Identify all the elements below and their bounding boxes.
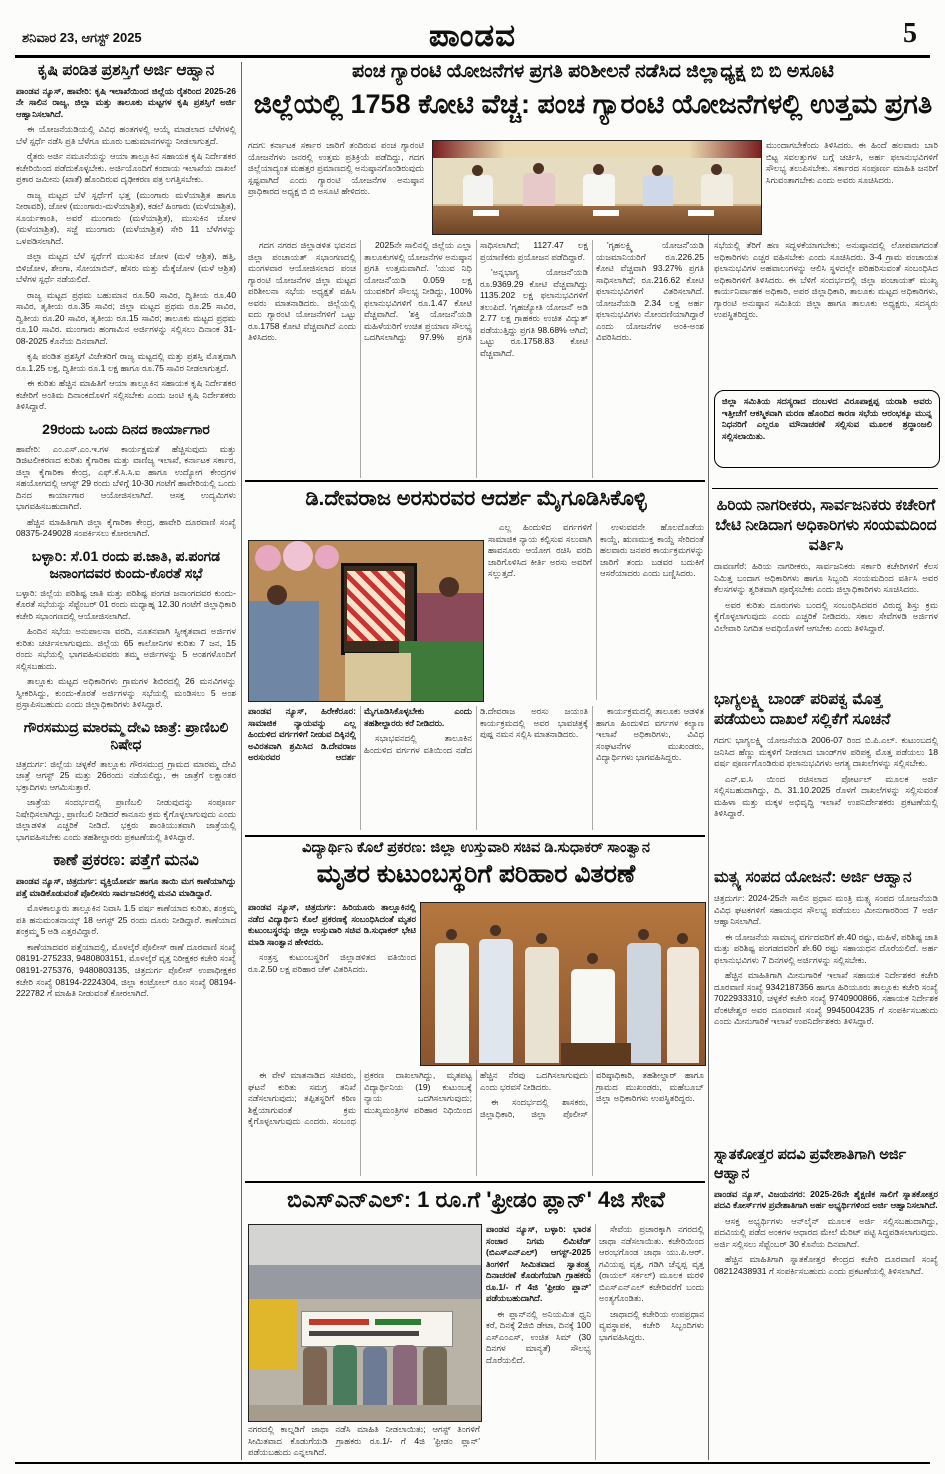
photo-figure-head: [472, 165, 483, 176]
photo-figure: [523, 173, 555, 207]
article-paragraph: ಈ ವೇಳೆ ಮಾತನಾಡಿದ ಸಚಿವರು, ಘಟನೆ ಕುರಿತು ಸಮಗ್ರ ತನಿಖೆ ನಡೆಸಲಾಗುವುದು; ತಪ್ಪಿತಸ್ಥರಿಗೆ ಕಠಿಣ ಶಿಕ್ಷೆಯಾಗುವಂತೆ ಕ್ರಮ ಕೈಗೊಳ್ಳಲಾಗುವುದು ಎಂದರು. ಸಂಬಂಧ ಪ್ರಕರಣ ದಾಖಲಾಗಿದ್ದು, ಮೃತಪಟ್ಟ ವಿದ್ಯಾರ್ಥಿನಿಯ (19) ಕುಟುಂಬಕ್ಕೆ ನ್ಯಾಯ ಒದಗಿಸಲಾಗುವುದು; ಮುಖ್ಯಮಂತ್ರಿಗಳ ಪರಿಹಾರ ನಿಧಿಯಿಂದ ಹೆಚ್ಚಿನ ನೆರವು ಒದಗಿಸಲಾಗುವುದು ಎಂದು ಭರವಸೆ ನೀಡಿದರು.: [248, 1070, 588, 1127]
article-paragraph: ಪಾಂಡವ ನ್ಯೂಸ್, ಹಾವೇರಿ: ಕೃಷಿ ಇಲಾಖೆಯಿಂದ ಜಿಲ್ಲೆಯ ರೈತರಿಂದ 2025-26 ನೇ ಸಾಲಿನ ರಾಜ್ಯ, ಜಿಲ್ಲಾ ಮತ್ತು ತಾಲೂಕು ಮಟ್ಟಗಳ ಕೃಷಿ ಪ್ರಶಸ್ತಿಗೆ ಅರ್ಜಿ ಆಹ್ವಾನಿಸಲಾಗಿದೆ.: [16, 85, 236, 119]
devaraj-jayanti-photo: [248, 540, 484, 702]
section-rule: [245, 835, 705, 837]
edition-date: ಶನಿವಾರ 23, ಆಗಸ್ಟ್ 2025: [22, 30, 142, 45]
photo-figure: [583, 174, 615, 207]
article-paragraph: ತಾಲ್ಲೂಕು ಮಟ್ಟದ ಅಧಿಕಾರಿಗಳು ಗ್ರಾಮಗಳ ಶಿಬಿರದಲ್ಲಿ 26 ಮನವಿಗಳನ್ನು ಸ್ವೀಕರಿಸಿದ್ದು, ಕುಂದು-ಕೊರತೆ ಅರ್ಜಿಗಳನ್ನು ಸಭೆಯಲ್ಲಿ ಮಂಡಿಸಲು 5 ಅಂಶ ಪ್ರಸ್ತಾಪಿಸಬಹುದು ಎಂದು ಜಿಲ್ಲಾಧಿಕಾರಿಗಳು ತಿಳಿಸಿದ್ದಾರೆ.: [16, 676, 236, 710]
article-paragraph: ಹಿಂದಿನ ಸಭೆಯ ಅನುಪಾಲನಾ ವರದಿ, ನೂತನವಾಗಿ ಸ್ವೀಕೃತವಾದ ಅರ್ಜಿಗಳ ಕುರಿತು ಚರ್ಚಿಸಲಾಗುವುದು. ಜಿಲ್ಲೆಯ 65 ಕಾಲೋನಿಗಳ ಕುರಿತು 7 ಜನ, 15 ರಂದು ಸಭೆಯಲ್ಲಿ ಭಾಗವಹಿಸುವವರು ತಮ್ಮ ಅರ್ಜಿಗಳನ್ನು 5 ಅಂಶಗಳೊಂದಿಗೆ ಸಲ್ಲಿಸಬಹುದು.: [16, 626, 236, 671]
section-rule: [245, 1181, 705, 1183]
bsnl-jatha-photo: [248, 1224, 482, 1422]
article-paragraph: ಸಂತ್ರಸ್ತ ಕುಟುಂಬಸ್ಥರಿಗೆ ಜಿಲ್ಲಾಡಳಿತದ ವತಿಯಿಂದ ರೂ.2.50 ಲಕ್ಷ ಪರಿಹಾರ ಚೆಕ್ ವಿತರಿಸಿದರು.: [248, 952, 416, 974]
article-paragraph: ಈ ಸಂದರ್ಭದಲ್ಲಿ ಶಾಸಕರು, ಜಿಲ್ಲಾಧಿಕಾರಿ, ಜಿಲ್ಲಾ ಪೊಲೀಸ್ ವರಿಷ್ಠಾಧಿಕಾರಿ, ತಹಶೀಲ್ದಾರ್ ಹಾಗೂ ಗ್ರಾಮದ ಮುಖಂಡರು, ಮಹೆಬೂಬ್ ಜಿಲ್ಲಾ ಅಧಿಕಾರಿಗಳು ಉಪಸ್ಥಿತರಿದ್ದರು.: [480, 1070, 704, 1119]
article-paragraph: ಅವರ ಕುರಿತು ದೂರುಗಳು ಬಂದಲ್ಲಿ ಸಂಬಂಧಿಸಿದವರ ವಿರುದ್ಧ ಶಿಸ್ತು ಕ್ರಮ ಕೈಗೊಳ್ಳಲಾಗುವುದು ಎಂದು ಎಚ್ಚರಿಕೆ ನೀಡಿದರು. ಸಕಾಲ ಸೇವೆಗಳಡಿ ಅರ್ಜಿಗಳ ವಿಲೇವಾರಿ ನಿಗದಿತ ಅವಧಿಯೊಳಗೆ ಆಗಬೇಕು ಎಂದು ತಿಳಿಸಿದ್ದಾರೆ.: [714, 599, 938, 633]
headline-compensation: ಮೃತರ ಕುಟುಂಬಸ್ಥರಿಗೆ ಪರಿಹಾರ ವಿತರಣೆ: [316, 860, 636, 888]
article-paragraph: ಕೃಷಿ ಪಂಡಿತ ಪ್ರಶಸ್ತಿಗೆ ವಿಜೇತರಿಗೆ ರಾಜ್ಯ ಮಟ್ಟದಲ್ಲಿ ಮತ್ತು ಪ್ರಶಸ್ತಿ ಮೊತ್ತವಾಗಿ ರೂ.1.25 ಲಕ್ಷ, ದ್ವಿತೀಯ ರೂ.1 ಲಕ್ಷ ಹಾಗೂ ರೂ.75 ಸಾವಿರ ನೀಡಲಾಗುತ್ತದೆ.: [16, 351, 236, 373]
photo-figure: [423, 1347, 447, 1405]
compensation-col-left: [248, 902, 416, 1064]
article-paragraph: 'ಅನ್ನಭಾಗ್ಯ ಯೋಜನೆ'ಯಡಿ ರೂ.9369.29 ಕೋಟಿ ವೆಚ್ಚವಾಗಿದ್ದು 1135.202 ಲಕ್ಷ ಫಲಾನುಭವಿಗಳಿಗೆ ತಲುಪಿದೆ. 'ಗೃಹಜ್ಯೋತಿ ಯೋಜನೆ' ಅಡಿ 2.77 ಲಕ್ಷ ಗ್ರಾಹಕರು ಉಚಿತ ವಿದ್ಯುತ್ ಪಡೆಯುತ್ತಿದ್ದು ಪ್ರಗತಿ 98.68% ಆಗಿದೆ; ಒಟ್ಟು ರೂ.1758.83 ಕೋಟಿ ವೆಚ್ಚವಾಗಿದೆ.: [480, 267, 588, 358]
article-paragraph: ಮೊಳಕಾಲ್ಮೂರು ತಾಲ್ಲೂಕಿನ ನಿವಾಸಿ 1.5 ವರ್ಷ ಕಾಣೆಯಾದ ಕುರಿತು, ಶಂಕ್ರಮ್ಮ ಪತಿ ಹನುಮಂತನಾಯ್ಕ್ 18 ಆಗಸ್ಟ್ 25 ರಂದು ದೂರು ನೀಡಿದ್ದಾರೆ. ಕಾಣೆಯಾದ ಶಂಕ್ರಮ್ಮ 5 ಅಡಿ ಎತ್ತರವಿದ್ದಾರೆ.: [16, 903, 236, 937]
main-article-body: [248, 240, 704, 478]
section-rule: [712, 488, 938, 489]
photo-figure: [667, 947, 699, 1063]
balloon: [255, 545, 281, 571]
banner-strip: [433, 141, 761, 158]
jatha-banner: [301, 1311, 453, 1347]
article-paragraph: ಪಾಂಡವ ನ್ಯೂಸ್, ಚಿತ್ರದುರ್ಗ: ಹಿರಿಯೂರು ತಾಲ್ಲೂಕಿನಲ್ಲಿ ನಡೆದ ವಿದ್ಯಾರ್ಥಿನಿ ಕೊಲೆ ಪ್ರಕರಣಕ್ಕೆ ಸಂಬಂಧಿಸಿದಂತೆ ಮೃತರ ಕುಟುಂಬಸ್ಥರನ್ನು ಜಿಲ್ಲಾ ಉಸ್ತುವಾರಿ ಸಚಿವ ಡಿ.ಸುಧಾಕರ್ ಭೇಟಿ ಮಾಡಿ ಸಾಂತ್ವಾನ ಹೇಳಿದರು.: [248, 902, 416, 947]
right-column-pg-admission: [714, 1146, 938, 1281]
banner-text: [375, 1319, 421, 1325]
balloon: [283, 541, 313, 571]
right-column-senior: [714, 496, 938, 639]
article-paragraph: ಎನ್.ಐ.ಸಿ ಯಿಂದ ರಚಿಸಲಾದ ಪೋರ್ಟಲ್ ಮೂಲಕ ಅರ್ಜಿ ಸಲ್ಲಿಸಬಹುದಾಗಿದ್ದು, ದಿ. 31.10.2025 ರೊಳಗೆ ದಾಖಲೆಗಳನ್ನು ಸಲ್ಲಿಸುವಂತೆ ಮಹಿಳಾ ಮತ್ತು ಮಕ್ಕಳ ಅಭಿವೃದ್ಧಿ ಇಲಾಖೆ ಉಪನಿರ್ದೇಶಕರು ಪ್ರಕಟಣೆಯಲ್ಲಿ ತಿಳಿಸಿದ್ದಾರೆ.: [714, 773, 938, 819]
section-rule: [245, 480, 705, 482]
article-paragraph: ಹೆಚ್ಚಿನ ಮಾಹಿತಿಗಾಗಿ ಜಿಲ್ಲಾ ಕೈಗಾರಿಕಾ ಕೇಂದ್ರ, ಹಾವೇರಿ ದೂರವಾಣಿ ಸಂಖ್ಯೆ 08375-249028 ಸಂಪರ್ಕಿಸಲು ಕೋರಲಾಗಿದೆ.: [16, 516, 236, 539]
article-paragraph: ಮುಂದಾಗಬೇಕೆಂದು ತಿಳಿಸಿದರು. ಈ ಹಿಂದೆ ಹಲವಾರು ಬಾರಿ ಬಿಟ್ಟ ಸವಲತ್ತುಗಳ ಬಗ್ಗೆ ಚರ್ಚಿಸಿ, ಅರ್ಹ ಫಲಾನುಭವಿಗಳಿಗೆ ಸೌಲಭ್ಯ ತಲುಪಿಸಬೇಕು. ಸರ್ಕಾರದ ಸಂಪೂರ್ಣ ಮಾಹಿತಿ ಜನರಿಗೆ ಸಿಗುವಂತಾಗಬೇಕು ಎಂದು ಅವರು ಸೂಚಿಸಿದರು.: [766, 140, 938, 185]
photo-figure: [303, 1347, 327, 1405]
article-paragraph: ದಾವಣಗೆರೆ: ಹಿರಿಯ ನಾಗರೀಕರು, ಸಾರ್ವಜನಿಕರು ಸರ್ಕಾರಿ ಕಚೇರಿಗಳಿಗೆ ಕೆಲಸ ನಿಮಿತ್ತ ಬಂದಾಗ ಅಧಿಕಾರಿಗಳು ಹಾಗೂ ಸಿಬ್ಬಂದಿ ಸಂಯಮದಿಂದ ವರ್ತಿಸಿ ಅವರ ಕೆಲಸಗಳನ್ನು ತ್ವರಿತವಾಗಿ ಪೂರೈಸಬೇಕು ಎಂದು ಜಿಲ್ಲಾಧಿಕಾರಿಗಳು ಸೂಚಿಸಿದರು.: [714, 561, 938, 595]
article-paragraph: ಈ ಪ್ಲಾನ್‌ನಲ್ಲಿ ಅನಿಯಮಿತ ಧ್ವನಿ ಕರೆ, ದಿನಕ್ಕೆ 2ಜಿಬಿ ಡೇಟಾ, ದಿನಕ್ಕೆ 100 ಎಸ್‌ಎಂಎಸ್, ಉಚಿತ ಸಿಮ್ (30 ದಿನಗಳ ಮಾನ್ಯತೆ) ಸೌಲಭ್ಯ ದೊರೆಯಲಿದೆ.: [486, 1308, 591, 1365]
article-paragraph: ಉಳುವವನೇ ಹೊಲದೊಡೆಯ ಕಾಯ್ದೆ, ಋಣಮುಕ್ತ ಕಾಯ್ದೆ ಸೇರಿದಂತೆ ಹಲವಾರು ಜನಪರ ಕಾರ್ಯಕ್ರಮಗಳನ್ನು ಜಾರಿಗೆ ತಂದು ಬಡವರ ಬದುಕಿಗೆ ಆಸರೆಯಾದರು ಎಂದು ಬಣ್ಣಿಸಿದರು.: [600, 522, 704, 579]
bsnl-photo-caption: [248, 1424, 480, 1460]
article-paragraph: ಆಸಕ್ತ ಅಭ್ಯರ್ಥಿಗಳು ಆನ್‌ಲೈನ್ ಮೂಲಕ ಅರ್ಜಿ ಸಲ್ಲಿಸಬಹುದಾಗಿದ್ದು, ಪದವಿಯಲ್ಲಿ ಪಡೆದ ಅಂಕಗಳ ಆಧಾರದ ಮೇಲೆ ಮೆರಿಟ್ ಪಟ್ಟಿ ಸಿದ್ಧಪಡಿಸಲಾಗುವುದು. ಅರ್ಜಿ ಸಲ್ಲಿಸಲು ಸೆಪ್ಟೆಂಬರ್ 30 ಕೊನೆಯ ದಿನವಾಗಿದೆ.: [714, 1215, 938, 1249]
article-paragraph: ಪಾಂಡವ ನ್ಯೂಸ್, ಹಿರೇಕೆರೂರ: ಸಾಮಾಜಿಕ ನ್ಯಾಯವನ್ನು ಎಲ್ಲ ಹಿಂದುಳಿದ ವರ್ಗಗಳಿಗೆ ನೀಡುವ ದಿಕ್ಕಿನಲ್ಲಿ ಅವಿರತವಾಗಿ ಶ್ರಮಿಸಿದ ಡಿ.ದೇವರಾಜ ಅರಸುರವರ ಆದರ್ಶ ಮೈಗೂಡಿಸಿಕೊಳ್ಳಬೇಕು ಎಂದು ತಹಶೀಲ್ದಾರರು ಕರೆ ನೀಡಿದರು.: [248, 706, 472, 763]
main-article-col-right-top: [766, 140, 938, 234]
article-paragraph: ಹೆಚ್ಚಿನ ಮಾಹಿತಿಗಾಗಿ ಸ್ನಾತಕೋತ್ತರ ಕೇಂದ್ರದ ಕಚೇರಿ ದೂರವಾಣಿ ಸಂಖ್ಯೆ 08212438931 ಗೆ ಸಂಪರ್ಕಿಸಬಹುದು ಎಂದು ಪ್ರಕಟಣೆಯಲ್ಲಿ ತಿಳಿಸಲಾಗಿದೆ.: [714, 1254, 938, 1276]
headline-gowrasamudra: ಗೌರಸಮುದ್ರ ಮಾರಮ್ಮ ದೇವಿ ಜಾತ್ರೆ: ಪ್ರಾಣಿಬಲಿ ನಿಷೇಧ: [23, 718, 229, 753]
article-paragraph: ಗದಗ ನಗರದ ಜಿಲ್ಲಾಡಳಿತ ಭವನದ ಜಿಲ್ಲಾ ಪಂಚಾಯತ್ ಸಭಾಂಗಣದಲ್ಲಿ ಮಂಗಳವಾರ ಆಯೋಜಿಸಲಾದ ಪಂಚ ಗ್ಯಾರಂಟಿ ಯೋಜನೆಗಳ ಜಿಲ್ಲಾ ಮಟ್ಟದ ಪರಿಶೀಲನಾ ಸಭೆಯ ಅಧ್ಯಕ್ಷತೆ ವಹಿಸಿ ಅವರು ಮಾತನಾಡಿದರು. ಜಿಲ್ಲೆಯಲ್ಲಿ ಐದು ಗ್ಯಾರಂಟಿ ಯೋಜನೆಗಳಿಗೆ ಒಟ್ಟು ರೂ.1758 ಕೋಟಿ ವೆಚ್ಚವಾಗಿದೆ ಎಂದು ತಿಳಿಸಿದರು.: [248, 240, 356, 343]
buildings: [249, 1265, 481, 1299]
banana-leaves: [399, 641, 483, 701]
masthead: ಪಾಂಡವ: [428, 18, 517, 53]
article-paragraph: ಹಾವೇರಿ: ಎಂ.ಎಸ್.ಎಂ.ಇ.ಗಳ ಕಾರ್ಯಕ್ಷಮತೆ ಹೆಚ್ಚಿಸುವುದು ಮತ್ತು ಡಿಜಿಟಲೀಕರಣದ ಕುರಿತು ಕೈಗಾರಿಕಾ ಮತ್ತು ವಾಣಿಜ್ಯ ಇಲಾಖೆ, ಕರ್ನಾಟಕ ಸರ್ಕಾರ, ಜಿಲ್ಲಾ ಕೈಗಾರಿಕಾ ಕೇಂದ್ರ, ಎಫ್.ಕೆ.ಸಿ.ಸಿ.ಐ ಹಾಗೂ ಉದ್ಯೋಗ ಕೇಂದ್ರಗಳ ಸಹಯೋಗದಲ್ಲಿ ಆಗಸ್ಟ್ 29 ರಂದು ಬೆಳಿಗ್ಗೆ 10-30 ಗಂಟೆಗೆ ಹಾವೇರಿಯಲ್ಲಿ ಒಂದು ದಿನದ ಕಾರ್ಯಾಗಾರ ಆಯೋಜಿಸಲಾಗಿದೆ. ಆಸಕ್ತ ಉದ್ಯಮಿಗಳು ಭಾಗವಹಿಸಬಹುದಾಗಿದೆ.: [16, 443, 236, 512]
article-paragraph: ಜಾತ್ರೆಯ ಸಂದರ್ಭದಲ್ಲಿ ಪ್ರಾಣಿಬಲಿ ನೀಡುವುದನ್ನು ಸಂಪೂರ್ಣ ನಿಷೇಧಿಸಲಾಗಿದ್ದು, ಪ್ರಾಣಿಬಲಿ ನೀಡಿದರೆ ಕಾನೂನು ಕ್ರಮ ಕೈಗೊಳ್ಳಲಾಗುವುದು ಎಂದು ಜಿಲ್ಲಾಡಳಿತ ಎಚ್ಚರಿಕೆ ನೀಡಿದೆ. ಭಕ್ತರು ಶಾಂತಿಯುತವಾಗಿ ಜಾತ್ರೆಯಲ್ಲಿ ಭಾಗವಹಿಸಬೇಕು ಎಂದು ತಹಶೀಲ್ದಾರರು ಪ್ರಕಟಣೆಯಲ್ಲಿ ತಿಳಿಸಿದ್ದಾರೆ.: [16, 797, 236, 842]
desk: [561, 1043, 631, 1065]
headline-workshop: 29ರಂದು ಒಂದು ದಿನದ ಕಾರ್ಯಾಗಾರ: [42, 421, 210, 437]
right-column-matsya: [714, 868, 938, 1032]
garland: [347, 571, 405, 641]
article-paragraph: ಹೆಚ್ಚಿನ ಮಾಹಿತಿಗಾಗಿ ಮೀನುಗಾರಿಕೆ ಇಲಾಖೆ ಸಹಾಯಕ ನಿರ್ದೇಶಕರ ಕಚೇರಿ ದೂರವಾಣಿ ಸಂಖ್ಯೆ 9342187356 ಹಾಗೂ ಹಿರಿಯೂರು ತಾಲ್ಲೂಕು ಕಚೇರಿ ಸಂಖ್ಯೆ 7022933310, ಚಳ್ಳಕೆರೆ ಕಚೇರಿ ಸಂಖ್ಯೆ 9740900866, ಸಹಾಯಕ ನಿರ್ದೇಶಕ ವೆಂಕಟೇಶ್ವರ ಅವರ ದೂರವಾಣಿ ಸಂಖ್ಯೆ 9945004235 ಗೆ ಸಂಪರ್ಕಿಸಬಹುದು ಎಂದು ಮೀನುಗಾರಿಕೆ ಇಲಾಖೆ ಉಪನಿರ್ದೇಶಕರು ತಿಳಿಸಿದ್ದಾರೆ.: [714, 970, 938, 1027]
balloon: [315, 545, 339, 569]
main-article-col-1: [248, 140, 424, 234]
paper: [473, 210, 499, 216]
road: [249, 1405, 481, 1421]
article-paragraph: ಸೇವೆಯ ಪ್ರಚಾರಕ್ಕಾಗಿ ನಗರದಲ್ಲಿ ಜಾಥಾ ನಡೆಸಲಾಯಿತು. ಕಚೇರಿಯಿಂದ ಆರಂಭಗೊಂಡ ಜಾಥಾ ಯು.ಪಿ.ಆರ್. ಗವಿಯಪ್ಪ ವೃತ್ತ, ಗಡಿಗಿ ಚೆನ್ನಪ್ಪ ವೃತ್ತ (ರಾಯಲ್ ಸರ್ಕಲ್) ಮೂಲಕ ಮರಳಿ ಬಿಎಸ್‌ಎನ್‌ಎಲ್ ಕಚೇರಿವರೆಗೆ ಬಂದು ಅಂತ್ಯಗೊಂಡಿತು.: [599, 1224, 704, 1304]
headline-senior-citizens: ಹಿರಿಯ ನಾಗರೀಕರು, ಸಾರ್ವಜನಿಕರು ಕಚೇರಿಗೆ ಬೇಟಿ ನೀಡಿದಾಗ ಅಧಿಕಾರಿಗಳು ಸಂಯಮದಿಂದ ವರ್ತಿಸಿ: [715, 497, 937, 555]
flower-arrangement: [345, 653, 411, 701]
article-paragraph: ಜಾಥಾದಲ್ಲಿ ಕಚೇರಿಯ ಉಪಪ್ರಧಾನ ವ್ಯವಸ್ಥಾಪಕ, ಕಚೇರಿ ಸಿಬ್ಬಂದಿಗಳು ಭಾಗವಹಿಸಿದ್ದರು.: [599, 1308, 704, 1342]
article-paragraph: ಗದಗ: ಕರ್ನಾಟಕ ಸರ್ಕಾರ ಜಾರಿಗೆ ತಂದಿರುವ ಪಂಚ ಗ್ಯಾರಂಟಿ ಯೋಜನೆಗಳು ಜನರಲ್ಲಿ ಉತ್ತಮ ಪ್ರತಿಕ್ರಿಯೆ ಪಡೆದಿದ್ದು, ಗದಗ ಜಿಲ್ಲೆಯಾದ್ಯಂತ ಮಹತ್ತರ ಪ್ರಮಾಣದಲ್ಲಿ ಅನುಷ್ಠಾನಗೊಂಡಿರುವುದು ಸ್ಪಷ್ಟವಾಗಿದೆ ಎಂದು ಗ್ಯಾರಂಟಿ ಯೋಜನೆಗಳ ಅನುಷ್ಠಾನ ಪ್ರಾಧಿಕಾರದ ಅಧ್ಯಕ್ಷ ಬಿ ಬಿ ಅಸೂಟಿ ಹೇಳಿದರು.: [248, 140, 424, 197]
article-paragraph: 'ಗೃಹಲಕ್ಷ್ಮಿ ಯೋಜನೆ'ಯಡಿ ಯಜಮಾನಿಯರಿಗೆ ರೂ.226.25 ಕೋಟಿ ವೆಚ್ಚವಾಗಿ 93.27% ಪ್ರಗತಿ ಸಾಧಿಸಲಾಗಿದೆ; ರೂ.216.62 ಕೋಟಿ ಫಲಾನುಭವಿಗಳಿಗೆ ವಿತರಿಸಲಾಗಿದೆ. ಯೋಜನೆಯಡಿ 2.34 ಲಕ್ಷ ಅರ್ಹ ಫಲಾನುಭವಿಗಳು ನೋಂದಣಿಯಾಗಿದ್ದಾರೆ ಎಂದು ಯೋಜನೆಗಳ ಅಂಕಿ-ಅಂಶ ವಿವರಿಸಿದರು.: [596, 240, 704, 343]
photo-figure-head: [677, 933, 688, 944]
banner-text: [309, 1331, 419, 1336]
article-paragraph: ಈ ಯೋಜನೆಯಡಿಯಲ್ಲಿ ವಿವಿಧ ಹಂತಗಳಲ್ಲಿ ಆಯ್ಕೆ ಮಾಡಲಾದ ಬೆಳೆಗಳಲ್ಲಿ ಬೆಳೆ ಸ್ಪರ್ಧೆ ನಡೆಸಿ ಪ್ರತಿ ಬೆಳೆಗೂ ಮೂರು ಬಹುಮಾನಗಳನ್ನು ನೀಡಲಾಗುತ್ತದೆ.: [16, 124, 236, 146]
headline-devaraj-arasu: ಡಿ.ದೇವರಾಜ ಅರಸುರವರ ಆದರ್ಶ ಮೈಗೂಡಿಸಿಕೊಳ್ಳಿ: [305, 487, 647, 510]
main-article-headline: ಜಿಲ್ಲೆಯಲ್ಲಿ 1758 ಕೋಟಿ ವೆಚ್ಚ: ಪಂಚ ಗ್ಯಾರಂಟಿ ಯೋಜನೆಗಳಲ್ಲಿ ಉತ್ತಮ ಪ್ರಗತಿ: [253, 89, 933, 119]
article-paragraph: ಜಿಲ್ಲಾ ಮಟ್ಟದ ಬೆಳೆ ಸ್ಪರ್ಧೆಗೆ ಮುಸುಕಿನ ಜೋಳ (ಮಳೆ ಆಶ್ರಿತ), ಹತ್ತಿ, ಬಿಳಿಜೋಳ, ಶೇಂಗಾ, ಸೋಯಾಬಿನ್, ಹೆಸರು ಮತ್ತು ಮೆಕ್ಕೆಜೋಳ (ಮಳೆ ಆಶ್ರಿತ) ಬೆಳೆಗಳ ಸ್ಪರ್ಧೆ ನಡೆಯಲಿದೆ.: [16, 251, 236, 285]
article-paragraph: ಕಾರ್ಯಕ್ರಮದಲ್ಲಿ ತಾಲೂಕು ಆಡಳಿತ ಹಾಗೂ ಹಿಂದುಳಿದ ವರ್ಗಗಳ ಕಲ್ಯಾಣ ಇಲಾಖೆ ಅಧಿಕಾರಿಗಳು, ವಿವಿಧ ಸಂಘಟನೆಗಳ ಮುಖಂಡರು, ವಿದ್ಯಾರ್ಥಿಗಳು ಭಾಗವಹಿಸಿದ್ದರು.: [596, 706, 704, 763]
main-article-kicker: ಪಂಚ ಗ್ಯಾರಂಟಿ ಯೋಜನೆಗಳ ಪ್ರಗತಿ ಪರಿಶೀಲನೆ ನಡೆಸಿದ ಜಿಲ್ಲಾಧ್ಯಕ್ಷ ಬಿ ಬಿ ಅಸೂಟಿ: [352, 61, 834, 82]
article-paragraph: ಗದಗ: ಭಾಗ್ಯಲಕ್ಷ್ಮಿ ಯೋಜನೆಯಡಿ 2006-07 ರಿಂದ ಬಿ.ಪಿ.ಎಲ್. ಕುಟುಂಬದಲ್ಲಿ ಜನಿಸಿದ ಹೆಣ್ಣು ಮಕ್ಕಳಿಗೆ ನೀಡಲಾದ ಬಾಂಡ್‌ಗಳ ಪರಿಪಕ್ವ ಮೊತ್ತ ಪಡೆಯಲು 18 ವರ್ಷ ಪೂರ್ಣಗೊಂಡಿರುವ ಫಲಾನುಭವಿಗಳು ಅಗತ್ಯ ದಾಖಲೆಗಳನ್ನು ಸಲ್ಲಿಸಬೇಕು.: [714, 735, 938, 769]
article-paragraph: ಈ ಯೋಜನೆಯ ಸಾಮಾನ್ಯ ವರ್ಗದವರಿಗೆ ಶೇ.40 ರಷ್ಟು, ಮಹಿಳೆ, ಪರಿಶಿಷ್ಟ ಜಾತಿ ಮತ್ತು ಪರಿಶಿಷ್ಟ ಪಂಗಡದವರಿಗೆ ಶೇ.60 ರಷ್ಟು ಸಹಾಯಧನ ದೊರೆಯಲಿದೆ. ಅರ್ಹ ಫಲಾನುಭವಿಗಳು 7 ದಿನಗಳಲ್ಲಿ ಅರ್ಜಿಗಳನ್ನು ಸಲ್ಲಿಸಬೇಕು.: [714, 931, 938, 965]
photo-figure-head: [711, 164, 722, 175]
photo-figure: [393, 1345, 417, 1405]
article-paragraph: ಚಿತ್ರದುರ್ಗ: ಜಿಲ್ಲೆಯ ಚಳ್ಳಕೆರೆ ತಾಲ್ಲೂಕು ಗೌರಸಮುದ್ರ ಗ್ರಾಮದ ಮಾರಮ್ಮ ದೇವಿ ಜಾತ್ರೆ ಆಗಸ್ಟ್ 25 ಮತ್ತು 26ರಂದು ನಡೆಯಲಿದ್ದು, ಈ ಜಾತ್ರೆಗೆ ಲಕ್ಷಾಂತರ ಭಕ್ತಾದಿಗಳು ಆಗಮಿಸುತ್ತಾರೆ.: [16, 758, 236, 792]
column-rule-right: [708, 140, 709, 1460]
article-paragraph: 2025ನೇ ಸಾಲಿನಲ್ಲಿ ಜಿಲ್ಲೆಯ ಎಲ್ಲಾ ತಾಲೂಕುಗಳಲ್ಲಿ ಯೋಜನೆಗಳ ಅನುಷ್ಠಾನ ಪ್ರಗತಿ ಉತ್ತಮವಾಗಿದೆ. 'ಯುವ ನಿಧಿ ಯೋಜನೆ'ಯಡಿ 0.059 ಲಕ್ಷ ಯುವಕರಿಗೆ ಸೌಲಭ್ಯ ನೀಡಿದ್ದು, 100% ಫಲಾನುಭವಿಗಳಿಗೆ ರೂ.1.47 ಕೋಟಿ ವೆಚ್ಚವಾಗಿದೆ. 'ಶಕ್ತಿ ಯೋಜನೆ'ಯಡಿ ಮಹಿಳೆಯರಿಗೆ ಉಚಿತ ಪ್ರಯಾಣ ಸೌಲಭ್ಯ ಒದಗಿಸಲಾಗಿದ್ದು 97.9% ಪ್ರಗತಿ ಸಾಧಿಸಲಾಗಿದೆ; 1127.47 ಲಕ್ಷ ಪ್ರಯಾಣಿಕರು ಪ್ರಯೋಜನ ಪಡೆದಿದ್ದಾರೆ.: [364, 240, 588, 343]
article-paragraph: ರಾಜ್ಯ ಮಟ್ಟದ ಬೆಳೆ ಸ್ಪರ್ಧೆಗೆ ಭತ್ತ (ಮುಂಗಾರು ಮಳೆಯಾಶ್ರಿತ ಹಾಗೂ ನೀರಾವರಿ), ಜೋಳ (ಮುಂಗಾರು-ಮಳೆಯಾಶ್ರಿತ), ಕಡಲೆ ಹಿಂಗಾರು (ಮಳೆಯಾಶ್ರಿತ), ಸೂರ್ಯಕಾಂತಿ, ಅವರೆ ಮುಂಗಾರು (ಮಳೆಯಾಶ್ರಿತ), ಮುಸುಕಿನ ಜೋಳ (ಮಳೆಯಾಶ್ರಿತ), ಸಜ್ಜೆ ಮುಂಗಾರು (ಮಳೆಯಾಶ್ರಿತ) ಸೇರಿ 11 ಬೆಳೆಗಳನ್ನು ಒಳಪಡಿಸಲಾಗಿದೆ.: [16, 189, 236, 246]
article-paragraph: ಪಾಂಡವ ನ್ಯೂಸ್, ವಿಜಯನಗರ: 2025-26ನೇ ಶೈಕ್ಷಣಿಕ ಸಾಲಿಗೆ ಸ್ನಾತಕೋತ್ತರ ಪದವಿ ಕೋರ್ಸ್‌ಗಳ ಪ್ರವೇಶಾತಿಗಾಗಿ ಅರ್ಹ ಅಭ್ಯರ್ಥಿಗಳಿಂದ ಅರ್ಜಿ ಆಹ್ವಾನಿಸಲಾಗಿದೆ.: [714, 1188, 938, 1211]
review-meeting-photo: [432, 140, 762, 235]
photo-figure-head: [593, 164, 604, 175]
photo-figure: [525, 947, 559, 1063]
photo-figure: [249, 601, 319, 701]
article-paragraph: ಚಿತ್ರದುರ್ಗ: 2024-25ನೇ ಸಾಲಿನ ಪ್ರಧಾನ ಮಂತ್ರಿ ಮತ್ಸ್ಯ ಸಂಪದ ಯೋಜನೆಯಡಿ ವಿವಿಧ ಘಟಕಗಳಿಗೆ ಸಹಾಯಧನ ಸೌಲಭ್ಯ ಪಡೆಯಲು ಮೀನುಗಾರರಿಂದ 7 ಅರ್ಜಿ ಆಹ್ವಾನಿಸಲಾಗಿದೆ.: [714, 893, 938, 927]
photo-figure: [627, 943, 661, 1063]
main-article-col-right: [714, 240, 938, 386]
banner-text: [309, 1319, 369, 1325]
photo-figure: [333, 1345, 357, 1405]
article-paragraph: ಬಳ್ಳಾರಿ: ಜಿಲ್ಲೆಯ ಪರಿಶಿಷ್ಟ ಜಾತಿ ಮತ್ತು ಪರಿಶಿಷ್ಟ ಪಂಗಡ ಜನಾಂಗದವರ ಕುಂದು-ಕೊರತೆ ಸಭೆಯನ್ನು ಸೆಪ್ಟೆಂಬರ್ 01 ರಂದು ಮಧ್ಯಾಹ್ನ 12.30 ಗಂಟೆಗೆ ಜಿಲ್ಲಾಧಿಕಾರಿ ಕಚೇರಿ ಸಭಾಂಗಣದಲ್ಲಿ ಆಯೋಜಿಸಲಾಗಿದೆ.: [16, 587, 236, 621]
bottom-rule: [15, 1462, 930, 1464]
photo-figure-head: [587, 953, 598, 964]
compensation-below: [248, 1070, 704, 1176]
paper: [593, 210, 619, 216]
article-paragraph: ಈ ಕುರಿತು ಹೆಚ್ಚಿನ ಮಾಹಿತಿಗೆ ಆಯಾ ತಾಲ್ಲೂಕಿನ ಸಹಾಯಕ ಕೃಷಿ ನಿರ್ದೇಶಕರ ಕಚೇರಿಗೆ ಅಂತಿಮ ದಿನಾಂಕದೊಳಗೆ ಸಲ್ಲಿಸಬೇಕು ಎಂದು ಜಂಟಿ ಕೃಷಿ ನಿರ್ದೇಶಕರು ತಿಳಿಸಿದ್ದಾರೆ.: [16, 378, 236, 412]
article-paragraph: ನಗರದಲ್ಲಿ ಕಾಲ್ನಡಿಗೆ ಜಾಥಾ ನಡೆಸಿ ಮಾಹಿತಿ ನೀಡಲಾಯಿತು; ಆಗಸ್ಟ್ ತಿಂಗಳಿಗೆ ಸೀಮಿತವಾದ ಕೊಡುಗೆಯಡಿ ಗ್ರಾಹಕರು ರೂ.1/- ಗೆ 4ಜಿ 'ಫ್ರೀಡಂ ಪ್ಲಾನ್' ಪಡೆಯಬಹುದು ಎನ್ನಲಾಗಿದೆ.: [248, 1424, 480, 1458]
article-paragraph: ರೈತರು ಅರ್ಜಿ ನಮೂನೆಯನ್ನು ಆಯಾ ತಾಲ್ಲೂಕಿನ ಸಹಾಯಕ ಕೃಷಿ ನಿರ್ದೇಶಕರ ಕಚೇರಿಯಿಂದ ಪಡೆದುಕೊಳ್ಳಬೇಕು. ಅರ್ಜಿಯೊಂದಿಗೆ ಕಂದಾಯ ಇಲಾಖೆಯ ದಾಖಲೆ ಪ್ರಕಾರ ಜಮೀನು (ಖಾತೆ) ಹೊಂದಿರುವ ದೃಢೀಕರಣ ಪತ್ರ ಲಗತ್ತಿಸಬೇಕು.: [16, 151, 236, 185]
article-paragraph: ರಾಜ್ಯ ಮಟ್ಟದ ಪ್ರಥಮ ಬಹುಮಾನ ರೂ.50 ಸಾವಿರ, ದ್ವಿತೀಯ ರೂ.40 ಸಾವಿರ, ತೃತೀಯ ರೂ.35 ಸಾವಿರ; ಜಿಲ್ಲಾ ಮಟ್ಟದ ಪ್ರಥಮ ರೂ.25 ಸಾವಿರ, ದ್ವಿತೀಯ ರೂ.20 ಸಾವಿರ, ತೃತೀಯ ರೂ.15 ಸಾವಿರ; ತಾಲೂಕು ಮಟ್ಟದ ಪ್ರಥಮ ರೂ.10 ಸಾವಿರ. ಮುಂಗಾರು ಹಂಗಾಮಿನ ಅರ್ಜಿಗಳನ್ನು ಸಲ್ಲಿಸಲು ದಿನಾಂಕ 31-08-2025 ಕೊನೆಯ ದಿನವಾಗಿದೆ.: [16, 289, 236, 346]
compensation-kicker: ವಿದ್ಯಾರ್ಥಿನಿ ಕೊಲೆ ಪ್ರಕರಣ: ಜಿಲ್ಲಾ ಉಸ್ತುವಾರಿ ಸಚಿವ ಡಿ.ಸುಧಾಕರ್ ಸಾಂತ್ವಾನ: [302, 840, 650, 856]
article-paragraph: ಸಭೆಯಲ್ಲಿ ತೆರಿಗೆ ಹಣ ಸದ್ಬಳಕೆಯಾಗಬೇಕು; ಅನುಷ್ಠಾನದಲ್ಲಿ ಲೋಪವಾಗದಂತೆ ಅಧಿಕಾರಿಗಳು ಎಚ್ಚರ ವಹಿಸಬೇಕು ಎಂದು ಸೂಚಿಸಿದರು. 3-4 ಗ್ರಾಮ ಪಂಚಾಯತ ಫಲಾನುಭವಿಗಳ ಅಹವಾಲುಗಳನ್ನು ಆಲಿಸಿ ಸ್ಥಳದಲ್ಲೇ ಪರಿಹರಿಸುವಂತೆ ಸಂಬಂಧಿಸಿದ ಅಧಿಕಾರಿಗಳಿಗೆ ತಿಳಿಸಿದರು. ಈ ಬೆಳಿಗೆ ಸಂದರ್ಭದಲ್ಲಿ ಜಿಲ್ಲಾ ಪಂಚಾಯತ್ ಮುಖ್ಯ ಕಾರ್ಯನಿರ್ವಾಹಕ ಅಧಿಕಾರಿ, ಅಪರ ಜಿಲ್ಲಾಧಿಕಾರಿ, ತಾಲೂಕು ಮಟ್ಟದ ಅಧಿಕಾರಿಗಳು, ಗ್ಯಾರಂಟಿ ಅನುಷ್ಠಾನ ಸಮಿತಿಯ ಜಿಲ್ಲಾ ಹಾಗೂ ತಾಲೂಕು ಅಧ್ಯಕ್ಷರು, ಸದಸ್ಯರು ಉಪಸ್ಥಿತರಿದ್ದರು.: [714, 240, 938, 320]
headline-bhagyalakshmi: ಭಾಗ್ಯಲಕ್ಷ್ಮಿ ಬಾಂಡ್ ಪರಿಪಕ್ವ ಮೊತ್ತ ಪಡೆಯಲು ದಾಖಲೆ ಸಲ್ಲಿಕೆಗೆ ಸೂಚನೆ: [714, 691, 891, 729]
photo-figure: [435, 943, 469, 1063]
photo-figure-head: [638, 929, 649, 940]
photo-figure: [479, 939, 513, 1063]
paper: [688, 210, 714, 216]
article-paragraph: ಪಾಂಡವ ನ್ಯೂಸ್, ಚಿತ್ರದುರ್ಗ: ವ್ಯಕ್ತಿಯೋರ್ವ ಹಾಗೂ ತಾಯಿ ಮಗ ಕಾಣೆಯಾಗಿದ್ದು ಪತ್ತೆ ಮಾಡಿಕೊಡುವಂತೆ ಪೊಲೀಸರು ಸಾರ್ವಜನಿಕರಲ್ಲಿ ಮನವಿ ಮಾಡಿದ್ದಾರೆ.: [16, 876, 236, 898]
photo-figure-head: [536, 933, 547, 944]
devaraj-article-below: [248, 706, 704, 830]
photo-figure: [643, 175, 673, 207]
headline-matsya-sampada: ಮತ್ಸ್ಯ ಸಂಪದ ಯೋಜನೆ: ಅರ್ಜಿ ಆಹ್ವಾನ: [714, 869, 912, 886]
bsnl-article-right: [486, 1224, 704, 1460]
header-rule: [15, 55, 930, 58]
article-paragraph: ಪಾಂಡವ ನ್ಯೂಸ್, ಬಳ್ಳಾರಿ: ಭಾರತ ಸಂಚಾರ ನಿಗಮ ಲಿಮಿಟೆಡ್ (ಬಿಎಸ್‌ಎನ್‌ಎಲ್) ಆಗಸ್ಟ್-2025 ತಿಂಗಳಿಗೆ ಸೀಮಿತವಾದ ಸ್ವಾತಂತ್ರ್ಯ ದಿನಾಚರಣೆ ಕೊಡುಗೆಯಾಗಿ ಗ್ರಾಹಕರು ರೂ.1/- ಗೆ 4ಜಿ 'ಫ್ರೀಡಂ ಪ್ಲಾನ್' ಪಡೆಯಬಹುದಾಗಿದೆ.: [486, 1224, 591, 1304]
compensation-photo: [420, 902, 706, 1066]
article-paragraph: ಸಭಾಭವನದಲ್ಲಿ ತಾಲೂಕಿನ ಹಿಂದುಳಿದ ವರ್ಗಗಳ ವತಿಯಿಂದ ನಡೆದ ಡಿ.ದೇವರಾಜ ಅರಸು ಜಯಂತಿ ಕಾರ್ಯಕ್ರಮದಲ್ಲಿ ಅವರ ಭಾವಚಿತ್ರಕ್ಕೆ ಪುಷ್ಪ ನಮನ ಸಲ್ಲಿಸಿ ಮಾತನಾಡಿದರು.: [364, 706, 588, 755]
headline-bsnl: ಬಿಎಸ್‌ಎನ್‌ಎಲ್: 1 ರೂ.ಗೆ 'ಫ್ರೀಡಂ ಪ್ಲಾನ್' 4ಜಿ ಸೇವೆ: [287, 1187, 665, 1212]
photo-figure: [363, 1347, 387, 1405]
auto-rickshaw: [249, 1299, 297, 1369]
photo-figure-head: [533, 163, 544, 174]
headline-pg-admission: ಸ್ನಾತಕೋತ್ತರ ಪದವಿ ಪ್ರವೇಶಾತಿಗಾಗಿ ಅರ್ಜಿ ಆಹ್ವಾನ: [714, 1147, 907, 1182]
photo-figure-head: [490, 925, 501, 936]
headline-krishi-pandit: ಕೃಷಿ ಪಂಡಿತ ಪ್ರಶಸ್ತಿಗೆ ಅರ್ಜಿ ಆಹ್ವಾನ: [37, 62, 215, 79]
left-column: [16, 62, 236, 1004]
photo-figure-head: [446, 929, 457, 940]
photo-figure-head: [267, 585, 287, 605]
page-number: 5: [903, 18, 917, 49]
photo-figure: [463, 175, 493, 207]
photo-figure: [701, 174, 733, 207]
article-paragraph: ಎಲ್ಲ ಹಿಂದುಳಿದ ವರ್ಗಗಳಿಗೆ ಸಾಮಾಜಿಕ ನ್ಯಾಯ ಕಲ್ಪಿಸುವ ಸಲುವಾಗಿ ಹಾವನೂರು ಆಯೋಗ ರಚಿಸಿ ವರದಿ ಜಾರಿಗೊಳಿಸಿದ ಕೀರ್ತಿ ಅರಸು ಅವರಿಗೆ ಸಲ್ಲುತ್ತದೆ.: [488, 522, 592, 579]
photo-figure-head: [652, 165, 663, 176]
article-paragraph: ಕಾಣೆಯಾದವರ ಪತ್ತೆಯಾದಲ್ಲಿ, ಮೊಳಲ್ಕೆರೆ ಪೊಲೀಸ್ ಠಾಣೆ ದೂರವಾಣಿ ಸಂಖ್ಯೆ 08191-275233, 9480803151, ಮೊಳಲ್ಕೆರೆ ವೃತ್ತ ನಿರೀಕ್ಷಕರ ಕಚೇರಿ ಸಂಖ್ಯೆ 08191-275376, 9480803135, ಚಿತ್ರದುರ್ಗ ಪೊಲೀಸ್ ಉಪಾಧೀಕ್ಷಕರ ಕಚೇರಿ ಸಂಖ್ಯೆ 08194-2224304, ಜಿಲ್ಲಾ ಕಂಟ್ರೋಲ್ ರೂಂ ಸಂಖ್ಯೆ 08194-222782 ಗೆ ಮಾಹಿತಿ ನೀಡುವಂತೆ ಕೋರಲಾಗಿದೆ.: [16, 941, 236, 999]
column-rule-left: [241, 62, 242, 1460]
headline-bellary-meeting: ಬಳ್ಳಾರಿ: ಸೆ.01 ರಂದು ಪ.ಜಾತಿ, ಪ.ಪಂಗಡ ಜನಾಂಗದವರ ಕುಂದು-ಕೊರತೆ ಸಭೆ: [31, 547, 221, 582]
devaraj-article-right: [488, 522, 704, 700]
condolence-box: ಜಿಲ್ಲಾ ಸಮಿತಿಯ ಸದಸ್ಯರಾದ ದಂಬಳದ ವಿರೂಪಾಕ್ಷಪ್ಪ ಯರಾಶಿ ಅವರು ಇತ್ತೀಚೆಗೆ ಆಕಸ್ಮಿಕವಾಗಿ ಮರಣ ಹೊಂದಿದ ಕಾರಣ ಸಭೆಯ ಆರಂಭಕ್ಕೂ ಮುನ್ನ ನಿಧನರಿಗೆ ಎಲ್ಲರೂ ಮೌನಾಚರಣೆ ಸಲ್ಲಿಸುವ ಮೂಲಕ ಶ್ರದ್ಧಾಂಜಲಿ ಸಲ್ಲಿಸಲಾಯಿತು.: [714, 390, 940, 468]
right-column-bhagyalakshmi: [714, 690, 938, 824]
photo-figure-head: [439, 577, 459, 597]
headline-kane-prakarana: ಕಾಣೆ ಪ್ರಕರಣ: ಪತ್ತೆಗೆ ಮನವಿ: [53, 852, 199, 870]
